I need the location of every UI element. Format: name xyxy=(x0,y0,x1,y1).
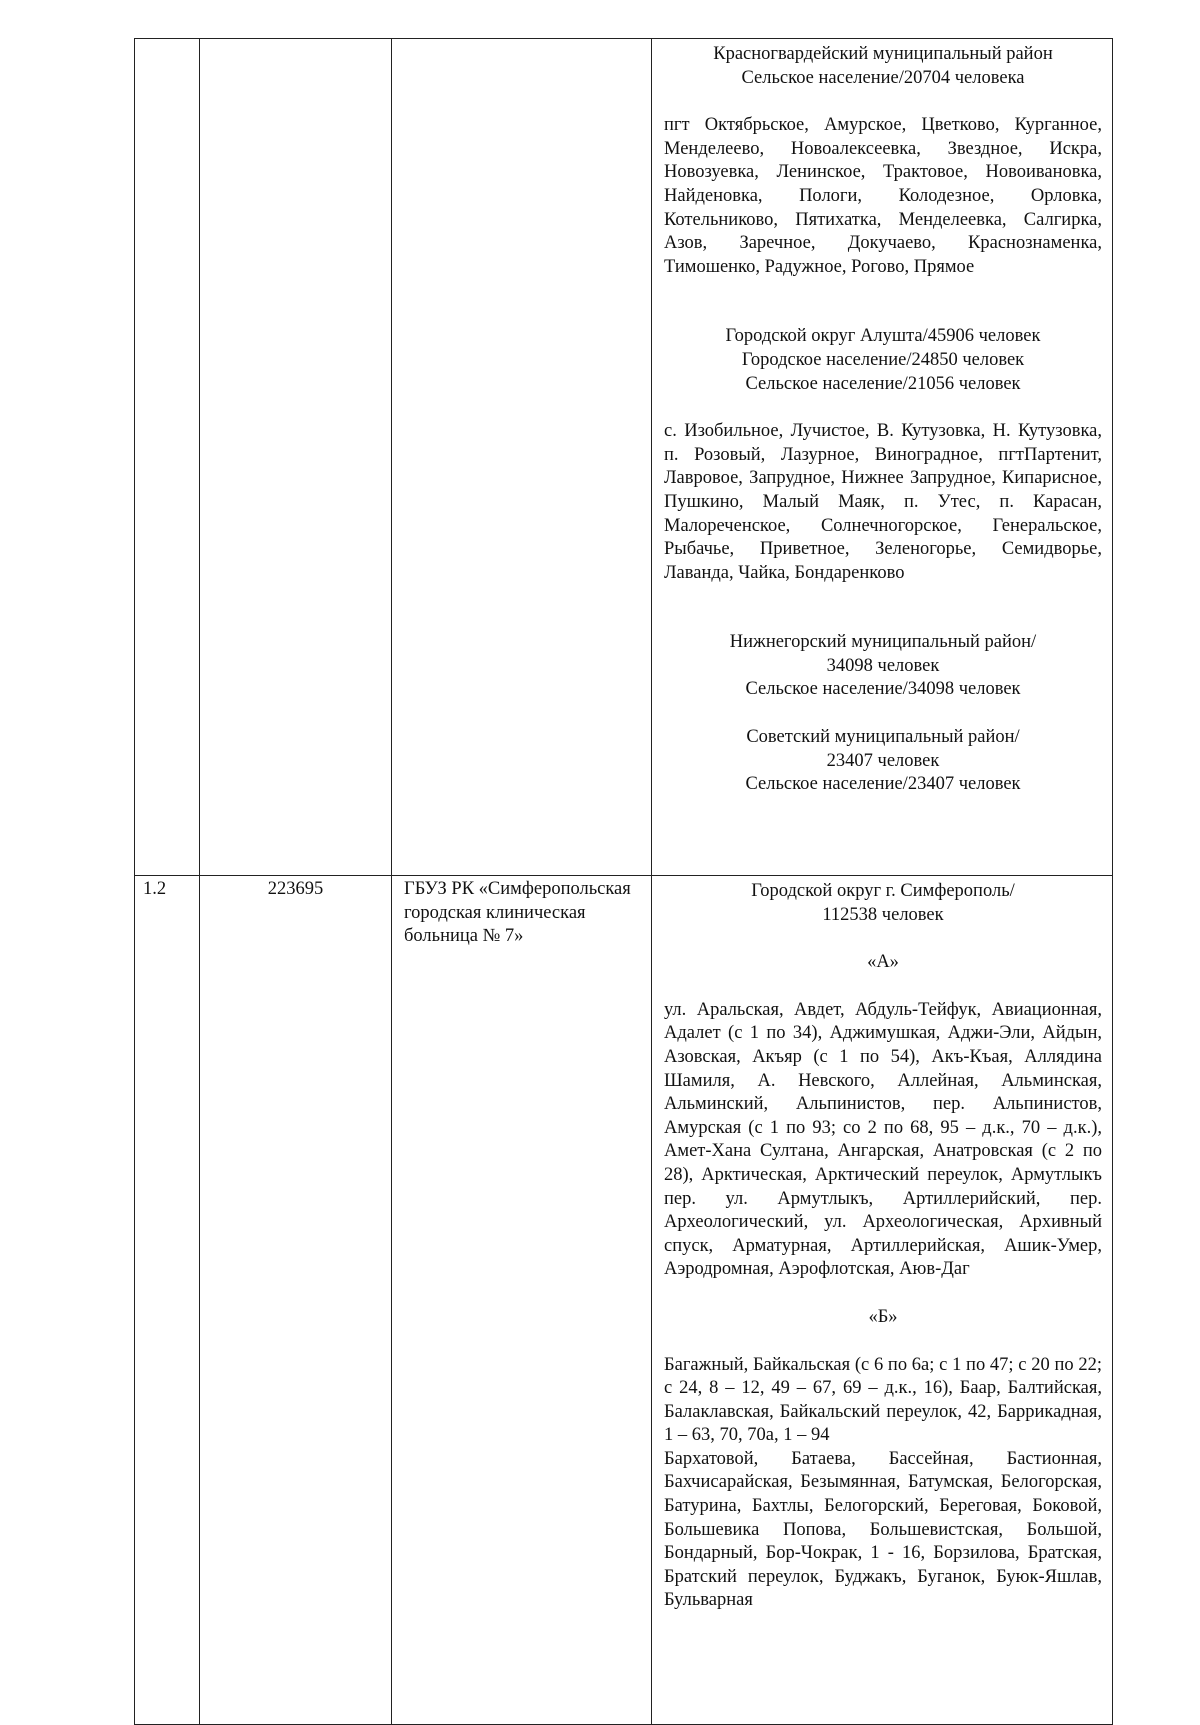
code-cell: 223695 xyxy=(200,876,392,1725)
heading-line: Сельское население/20704 человека xyxy=(741,67,1025,88)
heading-line: 23407 человек xyxy=(826,750,940,771)
territory-cell xyxy=(652,39,1113,876)
institution-cell: ГБУЗ РК «Симферопольская городская клиническая больница № 7» xyxy=(392,876,652,1725)
heading-line: Красногвардейский муниципальный район xyxy=(713,44,1053,64)
heading-line: Городской округ г. Симферополь/ xyxy=(751,881,1015,901)
table-row xyxy=(135,876,1113,1725)
locality-list: с. Изобильное, Лучистое, В. Кутузовка, Н. Кутузовка, п. Розовый, Лазурное, Виноградное, пгтПартенит, Лавровое, Запрудное, Нижнее Запрудное, Кипарисное, Пушкино, Малый Маяк, п. Утес, п. Карасан, Малореченское, Солнечногорское, Генеральское, Рыбачье, Приветное, Зеленогорье, Семидворье, Лаванда, Чайка, Бондаренково xyxy=(664,421,1102,583)
heading-line: Советский муниципальный район/ xyxy=(746,727,1020,748)
spacer xyxy=(664,1282,1102,1306)
heading-line: Городское население/24850 человек xyxy=(741,349,1025,370)
heading-line: Сельское население/23407 человек xyxy=(745,774,1021,795)
spacer xyxy=(664,585,1102,631)
spacer xyxy=(664,975,1102,999)
heading-line: Нижнегорский муниципальный район/ xyxy=(729,632,1037,653)
heading-line: Сельское население/34098 человек xyxy=(745,679,1021,700)
spacer xyxy=(664,702,1102,726)
table-row xyxy=(135,39,1113,876)
heading-line: 34098 человек xyxy=(826,655,940,676)
number-cell: 1.2 xyxy=(135,876,200,1725)
locality-list: Багажный, Байкальская (с 6 по 6а; с 1 по 47; с 20 по 22; с 24, 8 – 12, 49 – 67, 69 – д.к., 16), Баар, Балтийская, Балаклавская, Байкальский переулок, 42, Баррикадная, 1 – 63, 70, 70а, 1 – 94 xyxy=(664,1354,1102,1446)
heading-line: «А» xyxy=(867,952,899,973)
districts-table xyxy=(134,38,1113,1725)
heading-line: Сельское население/21056 человек xyxy=(745,373,1021,394)
locality-list: Бархатовой, Батаева, Бассейная, Бастионная, Бахчисарайская, Безымянная, Батумская, Белогорская, Батурина, Бахтлы, Белогорский, Береговая, Боковой, Большевика Попова, Большевистская, Большой, Бондарный, Бор-Чокрак, 1 - 16, Борзилова, Братская, Братский переулок, Буджакъ, Буганок, Буюк-Яшлав, Бульварная xyxy=(664,1448,1102,1611)
code-cell xyxy=(200,39,392,876)
heading-line: Городской округ Алушта/45906 человек xyxy=(725,326,1041,347)
spacer xyxy=(664,927,1102,951)
spacer xyxy=(664,396,1102,420)
locality-list: пгт Октябрьское, Амурское, Цветково, Курганное, Менделеево, Новоалексеевка, Звездное, Искра, Новозуевка, Ленинское, Трактовое, Новоивановка, Найденовка, Пологи, Колодезное, Орловка, Котельниково, Пятихатка, Менделеевка, Салгирка, Азов, Заречное, Докучаево, Краснознаменка, Тимошенко, Радужное, Рогово, Прямое xyxy=(664,115,1102,277)
number-cell xyxy=(135,39,200,876)
heading-line: «Б» xyxy=(868,1306,898,1327)
territory-cell xyxy=(652,876,1113,1725)
heading-line: 112538 человек xyxy=(822,904,944,925)
institution-cell xyxy=(392,39,652,876)
spacer xyxy=(664,279,1102,325)
spacer xyxy=(664,90,1102,114)
spacer xyxy=(664,1330,1102,1354)
locality-list: ул. Аральская, Авдет, Абдуль-Тейфук, Авиационная, Адалет (с 1 по 34), Аджимушкая, Аджи-Эли, Айдын, Азовская, Акъяр (с 1 по 54), Акъ-Къая, Аллядина Шамиля, А. Невского, Аллейная, Альминская, Альминский, Альпинистов, пер. Альпинистов, Амурская (с 1 по 93; со 2 по 68, 95 – д.к., 70 – д.к.), Амет-Хана Султана, Ангарская, Анатровская (с 2 по 28), Арктическая, Арктический переулок, Армутлыкъ пер. ул. Армутлыкъ, Артиллерийский, пер. Археологический, ул. Археологическая, Архивный спуск, Арматурная, Артиллерийская, Ашик-Умер, Аэродромная, Аэрофлотская, Аюв-Даг xyxy=(664,999,1102,1280)
